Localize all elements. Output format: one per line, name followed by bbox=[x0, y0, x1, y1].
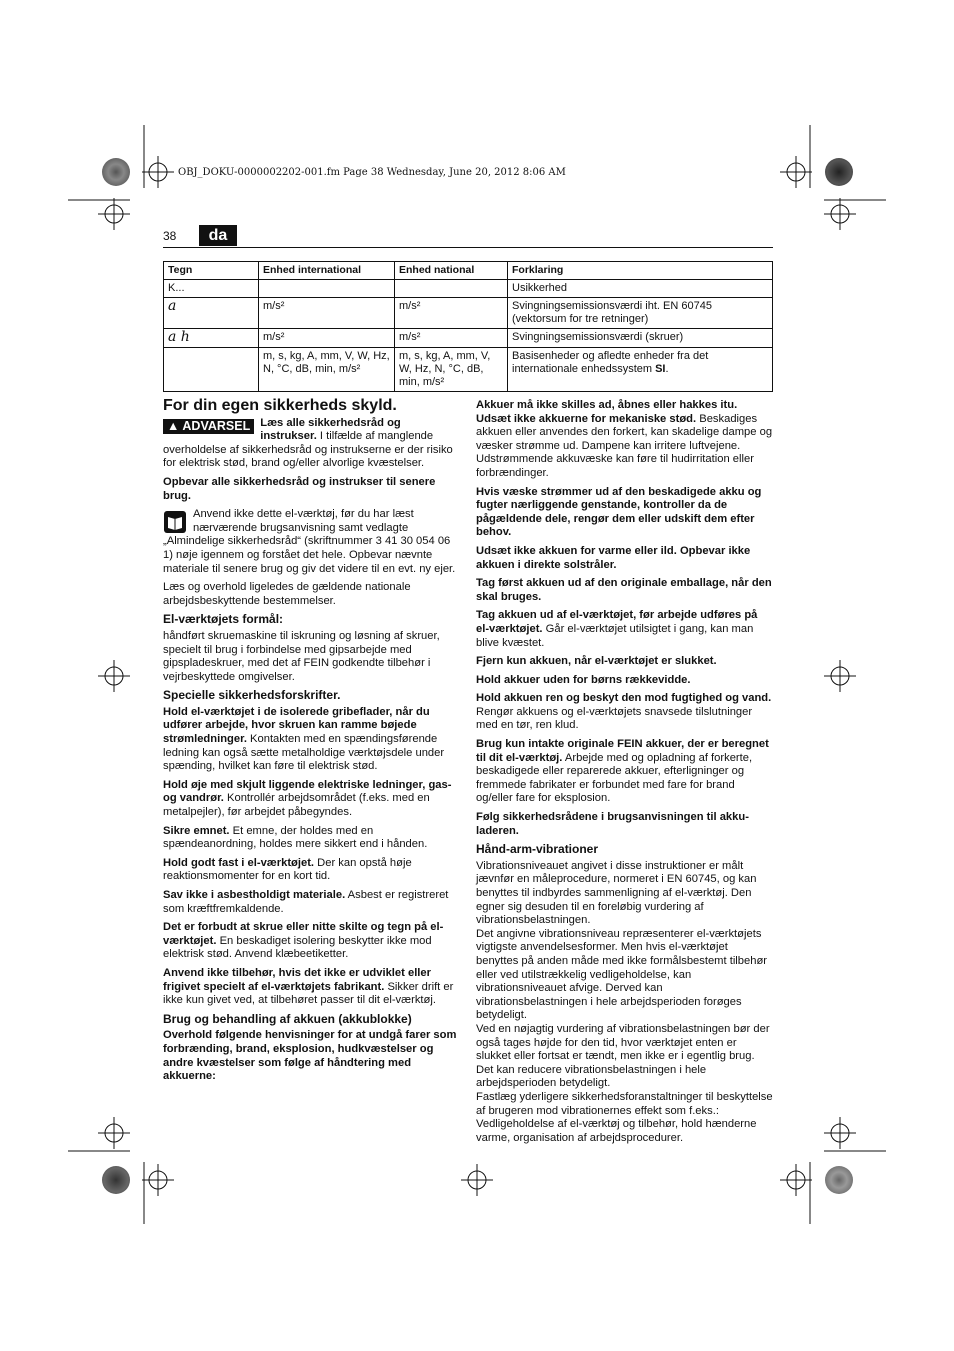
purpose-title: El-værktøjets formål: bbox=[163, 612, 284, 627]
list-item: Følg sikkerhedsrådene i brugsanvisningen til akku-laderen. bbox=[476, 811, 749, 837]
table-row bbox=[164, 329, 773, 348]
table-row bbox=[164, 280, 773, 298]
table-cell: Usikkerhed bbox=[508, 280, 773, 298]
purpose-text: håndført skruemaskine til iskruning og løsning af skruer, specielt til brug i forbindelse med gipsarbejde med gipspladeskruer, med det af FEIN godkendte tilbehør i vejrbeskyttede omgivelser. bbox=[163, 629, 440, 683]
table-row bbox=[164, 298, 773, 329]
table-cell: m/s² bbox=[395, 298, 508, 329]
manual-paragraph: Anvend ikke dette el-værktøj, før du har læst nærværende brugsanvisning samt vedlagte „Almindelige sikkerhedsråd“ (skriftnummer 3 41 30 054 06 1) nøje igennem og forstået det hele. Opbevar nævnte materiale til senere brug og giv det videre til en evt. ny ejer. bbox=[163, 508, 456, 575]
table-cell bbox=[164, 348, 259, 392]
list-item: Hold akkuen ren og beskyt den mod fugtighed og vand. Rengør akkuens og el-værktøjets snavsede tilslutninger med en tør, ren klud. bbox=[476, 692, 772, 732]
section-title: For din egen sikkerheds skyld. bbox=[163, 397, 397, 414]
list-item: Sikre emnet. Et emne, der holdes med en spændeanordning, holdes mere sikkert end i hånden. bbox=[163, 824, 428, 851]
table-cell bbox=[395, 280, 508, 298]
file-info-line: OBJ_DOKU-0000002202-001.fm Page 38 Wednesday, June 20, 2012 8:06 AM bbox=[178, 167, 566, 178]
keep-instructions: Opbevar alle sikkerhedsråd og instrukser til senere brug. bbox=[163, 475, 436, 502]
symbol-table bbox=[163, 261, 773, 392]
header-rule bbox=[163, 247, 773, 248]
table-cell: Svingningsemissionsværdi (skruer) bbox=[508, 329, 773, 348]
table-cell: m/s² bbox=[259, 329, 395, 348]
table-header-cell: Enhed national bbox=[395, 262, 508, 280]
special-title: Specielle sikkerhedsforskrifter. bbox=[163, 688, 341, 703]
vibration-paragraph: Det angivne vibrationsniveau repræsenterer el-værktøjets vigtigste anvendelsesformer. Men hvis el-værktøjet benyttes på anden måde med ikke formålsbestemt tilbehør eller ved utilstrækkelig vedligeholdelse, kan vibrationsniveauet afvige. Derved kan vibrationsbelastningen i hele arbejdsperioden forøges betydeligt. bbox=[476, 927, 768, 1022]
list-item: Udsæt ikke akkuen for varme eller ild. Opbevar ikke akkuen i direkte solstråler. bbox=[476, 544, 751, 571]
national-rules: Læs og overhold ligeledes de gældende nationale arbejdsbeskyttende bestemmelser. bbox=[163, 581, 411, 607]
battery-title: Brug og behandling af akkuen (akkublokke) bbox=[163, 1011, 412, 1026]
table-cell: Svingningsemissionsværdi iht. EN 60745 (vektorsum for tre retninger) bbox=[508, 298, 773, 329]
table-header-cell: Forklaring bbox=[508, 262, 773, 280]
vibration-paragraph: Vibrationsniveauet angivet i disse instruktioner er målt jævnfør en måleprocedure, normeret i EN 60745, og kan benyttes til indbyrdes sammenligning af el-værktøj. Den egner sig desuden til en foreløbig vurdering af vibrationsbelastningen. bbox=[476, 859, 757, 927]
table-row bbox=[164, 348, 773, 392]
left-column bbox=[163, 399, 459, 1089]
vibration-paragraph: Fastlæg yderligere sikkerhedsforanstaltninger til beskyttelse af brugeren mod vibrationernes effekt som f.eks.: Vedligeholdelse af el-værktøj og tilbehør, hold hænderne varme, organisation af arbejdsprocedurer. bbox=[476, 1090, 773, 1144]
table-cell bbox=[164, 329, 259, 348]
table-cell: Basisenheder og afledte enheder fra det internationale enhedssystem SI. bbox=[508, 348, 773, 392]
table-cell bbox=[164, 298, 259, 329]
symbol-a: a bbox=[168, 298, 177, 314]
battery-intro: Overhold følgende henvisninger for at undgå farer som forbrænding, brand, eksplosion, hudkvæstelser og andre kvæstelser som følge af håndtering med akkuerne: bbox=[163, 1029, 457, 1083]
list-item: Hold øje med skjult liggende elektriske ledninger, gas- og vandrør. Kontrollér arbejdsområdet (f.eks. med en metalpejler), før arbejdet påbegyndes. bbox=[163, 778, 452, 819]
table-cell: m, s, kg, A, mm, V, W, Hz, N, °C, dB, min, m/s² bbox=[395, 348, 508, 392]
read-manual-icon bbox=[163, 510, 187, 534]
vibration-paragraph: Ved en nøjagtig vurdering af vibrationsbelastningen bør der også tages højde for den tid, hvor værktøjet enten er slukket eller fortsat er tændt, men ikke er i egentlig brug. Det kan reducere vibrationsbelastningen i hele arbejdsperioden betydeligt. bbox=[476, 1022, 770, 1090]
table-cell: m, s, kg, A, mm, V, W, Hz, N, °C, dB, min, m/s² bbox=[259, 348, 395, 392]
list-item: Sav ikke i asbestholdigt materiale. Asbest er registreret som kræftfremkaldende. bbox=[163, 889, 449, 915]
list-item: Tag akkuen ud af el-værktøjet, før arbejde udføres på el-værktøjet. Går el-værktøjet utilsigtet i gang, kan man blive kvæstet. bbox=[476, 609, 758, 649]
right-column bbox=[476, 399, 773, 1145]
list-item: Fjern kun akkuen, når el-værktøjet er slukket. bbox=[476, 655, 717, 668]
table-header-cell: Enhed international bbox=[259, 262, 395, 280]
table-cell: K... bbox=[164, 280, 259, 298]
symbol-ah: a h bbox=[168, 329, 190, 345]
list-item: Hold godt fast i el-værktøjet. Der kan opstå høje reaktionsmomenter for en kort tid. bbox=[163, 856, 412, 883]
page-number: 38 bbox=[163, 229, 177, 243]
table-cell: m/s² bbox=[259, 298, 395, 329]
list-item: Tag først akkuen ud af den originale emballage, når den skal bruges. bbox=[476, 577, 772, 603]
table-cell bbox=[259, 280, 395, 298]
warning-badge: ▲ ADVARSEL bbox=[163, 419, 254, 435]
list-item: Anvend ikke tilbehør, hvis det ikke er udviklet eller frigivet specielt af el-værktøjets fabrikant. Sikker drift er ikke kun givet ved, at tilbehøret passer til dit el-værktøj. bbox=[163, 966, 454, 1007]
table-header-cell: Tegn bbox=[164, 262, 259, 280]
warning-paragraph: ▲ ADVARSEL Læs alle sikkerhedsråd og instrukser. I tilfælde af manglende overholdelse af sikkerhedsråd og instrukserne er der risiko for elektrisk stød, brand og/eller alvorlige kvæstelser. bbox=[163, 416, 453, 470]
list-item: Akkuer må ikke skilles ad, åbnes eller hakkes itu. Udsæt ikke akkuerne for mekaniske stød. Beskadiges akkuen eller anvendes den forkert, kan skadelige dampe og væsker strømme ud. Dampene kan irritere luftvejene. Udstrømmende akkuvæske kan føre til hudirritation eller forbrændinger. bbox=[476, 399, 773, 479]
list-item: Hold el-værktøjet i de isolerede gribeflader, når du udfører arbejde, hvor skruen kan ramme bøjede strømledninger. Kontakten med en spændingsførende ledning kan også sætte metalholdige værktøjsdele under spænding, hvilket kan føre til elektrisk stød. bbox=[163, 705, 445, 773]
language-tab: da bbox=[199, 225, 237, 246]
table-header-row bbox=[164, 262, 773, 280]
table-cell: m/s² bbox=[395, 329, 508, 348]
warning-triangle-icon: ▲ bbox=[167, 418, 180, 433]
list-item: Hold akkuer uden for børns rækkevidde. bbox=[476, 673, 691, 686]
list-item: Brug kun intakte originale FEIN akkuer, der er beregnet til dit el-værktøj. Arbejde med og opladning af forkerte, beskadigede eller reparerede akkuer, efterligninger og fremmede fabrikater er forbundet med fare for brand og/eller fare for eksplosion. bbox=[476, 738, 769, 805]
list-item: Det er forbudt at skrue eller nitte skilte og tegn på el-værktøjet. En beskadiget isolering beskytter ikke mod elektrisk stød. Anvend klæbeetiketter. bbox=[163, 921, 444, 961]
list-item: Hvis væske strømmer ud af den beskadigede akku og fugter nærliggende genstande, kontroller da de pågældende dele, rengør dem eller udskift dem efter behov. bbox=[476, 485, 762, 539]
vibration-title: Hånd-arm-vibrationer bbox=[476, 842, 599, 857]
